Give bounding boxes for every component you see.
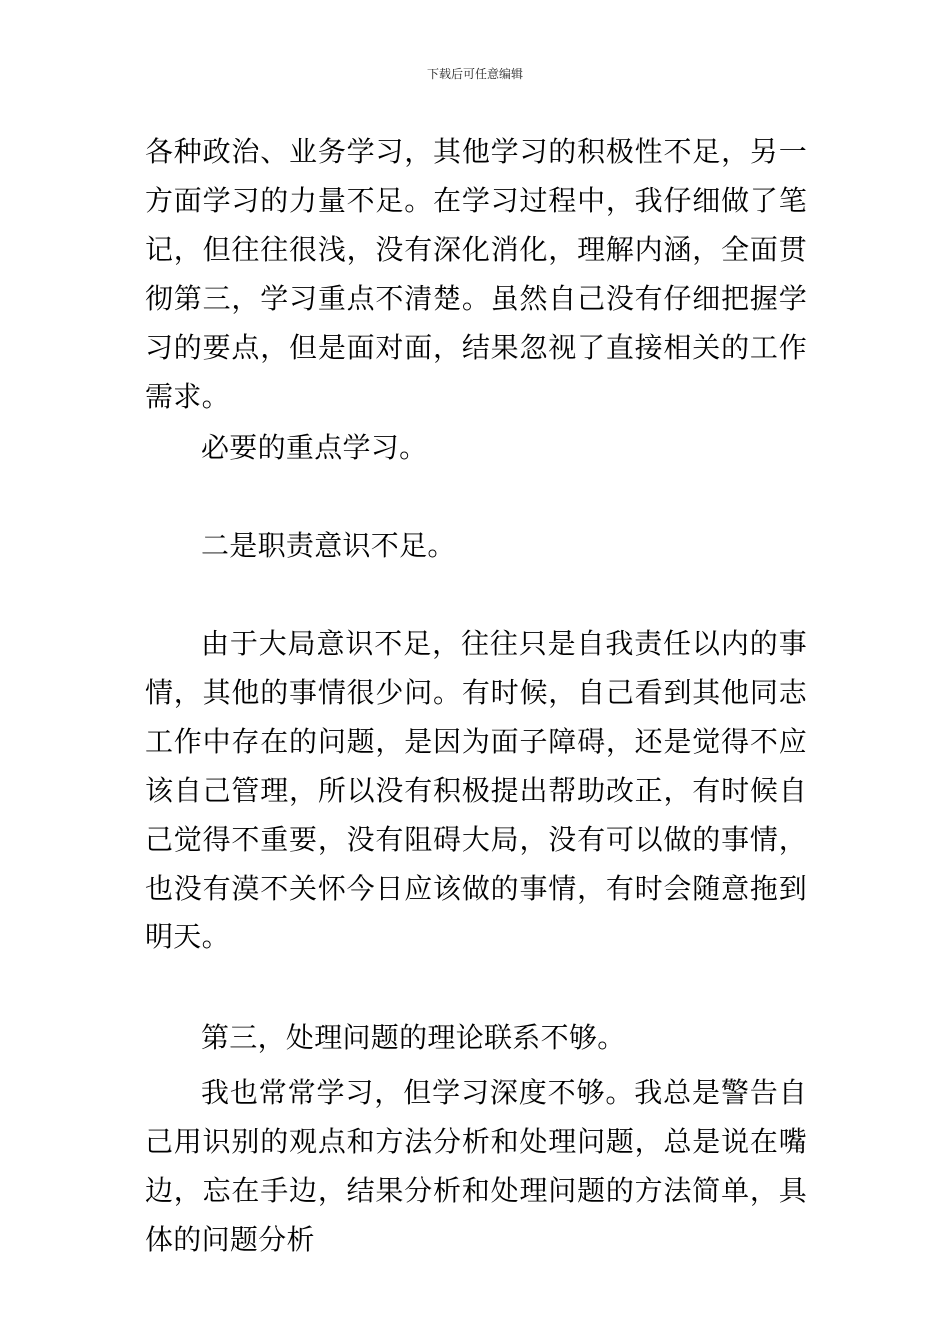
paragraph-theory: 我也常常学习，但学习深度不够。我总是警告自己用识别的观点和方法分析和处理问题，总是说在嘴边，忘在手边，结果分析和处理问题的方法简单，具体的问题分析 <box>145 1076 807 1256</box>
section-heading-theory: 第三，处理问题的理论联系不够。 <box>201 1021 626 1054</box>
page-header: 下载后可任意编辑 <box>426 67 523 81</box>
section-heading-responsibility: 二是职责意识不足。 <box>201 529 456 562</box>
paragraph-responsibility: 由于大局意识不足，往往只是自我责任以内的事情，其他的事情很少问。有时候，自己看到其他同志工作中存在的问题，是因为面子障碍，还是觉得不应该自己管理，所以没有积极提出帮助改正，有时候自己觉得不重要，没有阻碍大局，没有可以做的事情，也没有漠不关怀今日应该做的事情，有时会随意拖到明天。 <box>145 627 807 954</box>
paragraph-key-study: 必要的重点学习。 <box>201 431 428 464</box>
paragraph-study-shortcomings: 各种政治、业务学习，其他学习的积极性不足，另一方面学习的力量不足。在学习过程中，我仔细做了笔记，但往往很浅，没有深化消化，理解内涵，全面贯彻第三，学习重点不清楚。虽然自己没有仔细把握学习的要点，但是面对面，结果忽视了直接相关的工作需求。 <box>145 135 807 413</box>
